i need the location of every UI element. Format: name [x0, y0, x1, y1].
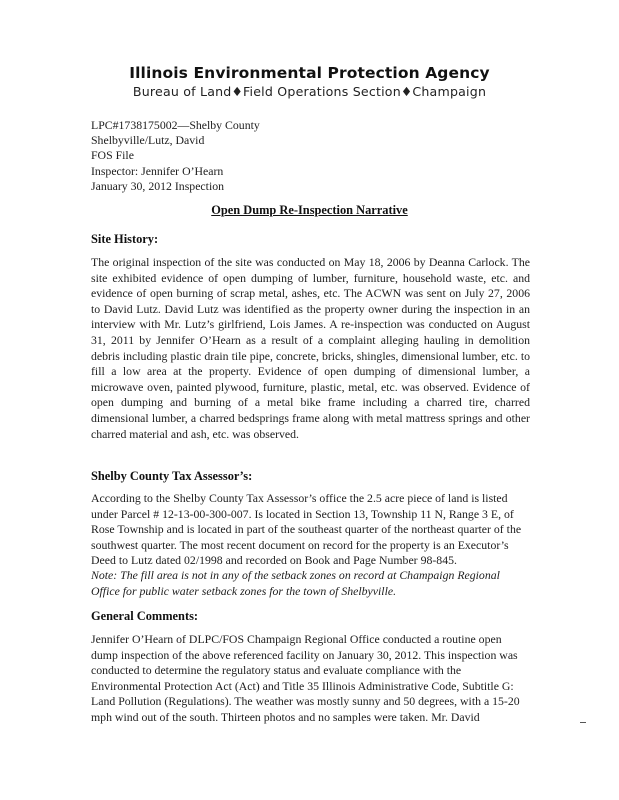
scan-mark [580, 722, 586, 723]
agency-title: Illinois Environmental Protection Agency [129, 64, 490, 82]
inspection-date: January 30, 2012 Inspection [91, 178, 225, 193]
tax-assessor-heading: Shelby County Tax Assessor’s: [91, 469, 253, 483]
site-history-heading: Site History: [91, 232, 159, 246]
setback-note: Note: The fill area is not in any of the setback zones on record at Champaign Regional Office for public water setback zones for the town of Shelbyville. [91, 568, 500, 598]
bureau-subtitle: Bureau of Land♦Field Operations Section♦Champaign [132, 84, 487, 99]
inspector-name: Inspector: Jennifer O’Hearn [91, 163, 224, 178]
general-comments-heading: General Comments: [91, 609, 199, 623]
site-location: Shelbyville/Lutz, David [91, 133, 205, 148]
tax-assessor-paragraph: According to the Shelby County Tax Assessor’s office the 2.5 acre piece of land is listed under Parcel # 12-13-00-300-007. Is located in Section 13, Township 11 N, Range 3 E, of Rose Township and is located in part of the southeast quarter of the northeast quarter of the southwest quarter. The most recent document on record for the property is an Executor’s Deed to Lutz dated 02/1998 and recorded on Book and Page Number 98-845. [91, 491, 522, 568]
file-type: FOS File [91, 148, 134, 163]
site-history-paragraph: The original inspection of the site was conducted on May 18, 2006 by Deanna Carlock. The site exhibited evidence of open dumping of lumber, furniture, household waste, etc. and evidence of open burning of scrap metal, ashes, etc. The ACWN was sent on July 27, 2006 to David Lutz. David Lutz was identified as the property owner during the inspection in an interview with Mr. Lutz’s girlfriend, Lois James. A re-inspection was conducted on August 31, 2011 by Jennifer O’Hearn as a result of a complaint alleging hauling in demolition debris including plastic drain tile pipe, concrete, bricks, shingles, dimensional lumber, etc. to fill a low area at the property. Evidence of open dumping of dimensional lumber, a microwave oven, painted plywood, furniture, plastic, metal, etc. was observed. Evidence of open dumping and burning of a metal bike frame including a charred tire, charred dimensional lumber, a charred bedsprings frame along with metal mattress springs and other charred material and ash, etc. was observed. [91, 255, 530, 441]
narrative-title: Open Dump Re-Inspection Narrative [211, 203, 408, 217]
file-info-block [91, 118, 260, 194]
lpc-number: LPC#1738175002—Shelby County [91, 118, 260, 132]
general-comments-paragraph: Jennifer O’Hearn of DLPC/FOS Champaign Regional Office conducted a routine open dump inspection of the above referenced facility on January 30, 2012. This inspection was conducted to determine the regulatory status and evaluate compliance with the Environmental Protection Act (Act) and Title 35 Illinois Administrative Code, Subtitle G: Land Pollution (Regulations). The weather was mostly sunny and 50 degrees, with a 15-20 mph wind out of the south. Thirteen photos and no samples were taken. Mr. David [91, 632, 520, 724]
